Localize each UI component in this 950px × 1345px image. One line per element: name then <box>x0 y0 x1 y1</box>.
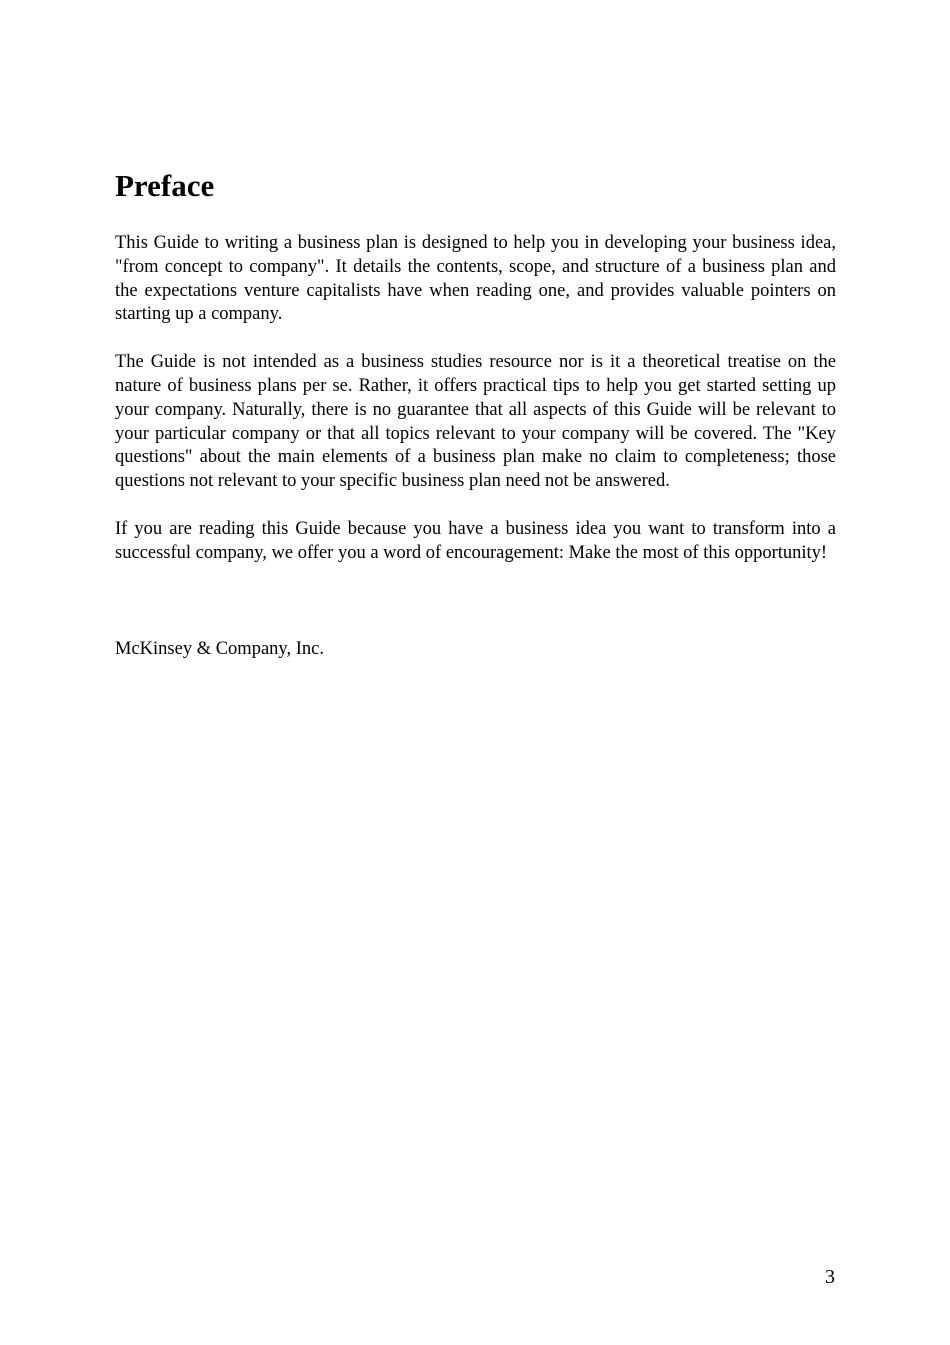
page-title: Preface <box>115 168 215 203</box>
page-number: 3 <box>825 1266 835 1288</box>
page-content <box>115 166 836 661</box>
paragraph-encouragement: If you are reading this Guide because you have a business idea you want to transform into a successful company, we offer you a word of encouragement: Make the most of this opportunity! <box>115 518 836 563</box>
paragraph-intro: This Guide to writing a business plan is designed to help you in developing your business idea, "from concept to company". It details the contents, scope, and structure of a business plan and the expectations venture capitalists have when reading one, and provides valuable pointers on starting up a company. <box>115 233 836 325</box>
paragraph-purpose: The Guide is not intended as a business studies resource nor is it a theoretical treatise on the nature of business plans per se. Rather, it offers practical tips to help you get started setting up your company. Naturally, there is no guarantee that all aspects of this Guide will be relevant to your particular company or that all topics relevant to your company will be covered. The "Key questions" about the main elements of a business plan make no claim to completeness; those questions not relevant to your specific business plan need not be answered. <box>115 352 836 492</box>
signature: McKinsey & Company, Inc. <box>115 638 324 659</box>
